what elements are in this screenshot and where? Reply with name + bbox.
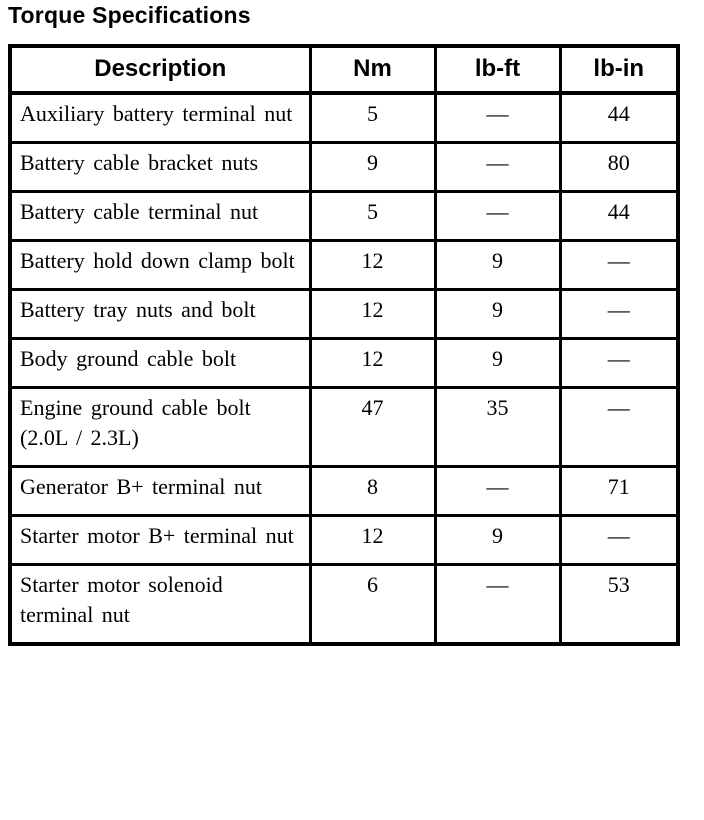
nm-value: 47 [310,388,435,467]
table-row [10,290,678,339]
nm-value: 12 [310,516,435,565]
lbin-value: 71 [560,467,678,516]
lbin-value: 53 [560,565,678,645]
lbft-value: — [435,565,560,645]
column-header-lbin: lb-in [560,46,678,93]
lbin-value: 44 [560,192,678,241]
nm-value: 12 [310,290,435,339]
table-row [10,388,678,467]
lbin-value: — [560,339,678,388]
description-cell: Auxiliary battery terminal nut [10,93,310,143]
lbin-value: — [560,388,678,467]
description-cell: Generator B+ terminal nut [10,467,310,516]
lbft-value: — [435,467,560,516]
page-title: Torque Specifications [8,2,251,28]
description-cell: Battery tray nuts and bolt [10,290,310,339]
nm-value: 9 [310,143,435,192]
table-row [10,339,678,388]
nm-value: 12 [310,241,435,290]
table-row [10,467,678,516]
table-row [10,93,678,143]
lbin-value: — [560,290,678,339]
lbft-value: 9 [435,290,560,339]
lbin-value: 80 [560,143,678,192]
column-header-lbft: lb-ft [435,46,560,93]
lbft-value: 9 [435,516,560,565]
description-cell: Starter motor B+ terminal nut [10,516,310,565]
lbin-value: 44 [560,93,678,143]
lbft-value: 35 [435,388,560,467]
lbft-value: — [435,93,560,143]
table-row [10,192,678,241]
description-cell: Body ground cable bolt [10,339,310,388]
description-cell: Engine ground cable bolt (2.0L / 2.3L) [10,388,310,467]
nm-value: 8 [310,467,435,516]
description-cell: Starter motor solenoid terminal nut [10,565,310,645]
lbft-value: — [435,192,560,241]
table-header-row [10,46,678,93]
nm-value: 5 [310,93,435,143]
lbin-value: — [560,241,678,290]
column-header-description: Description [10,46,310,93]
description-cell: Battery cable bracket nuts [10,143,310,192]
nm-value: 12 [310,339,435,388]
lbft-value: 9 [435,241,560,290]
column-header-nm: Nm [310,46,435,93]
table-row [10,143,678,192]
nm-value: 5 [310,192,435,241]
lbft-value: 9 [435,339,560,388]
description-cell: Battery cable terminal nut [10,192,310,241]
table-row [10,516,678,565]
description-cell: Battery hold down clamp bolt [10,241,310,290]
table-row [10,565,678,645]
lbin-value: — [560,516,678,565]
torque-specifications-table [8,44,680,646]
lbft-value: — [435,143,560,192]
nm-value: 6 [310,565,435,645]
table-row [10,241,678,290]
